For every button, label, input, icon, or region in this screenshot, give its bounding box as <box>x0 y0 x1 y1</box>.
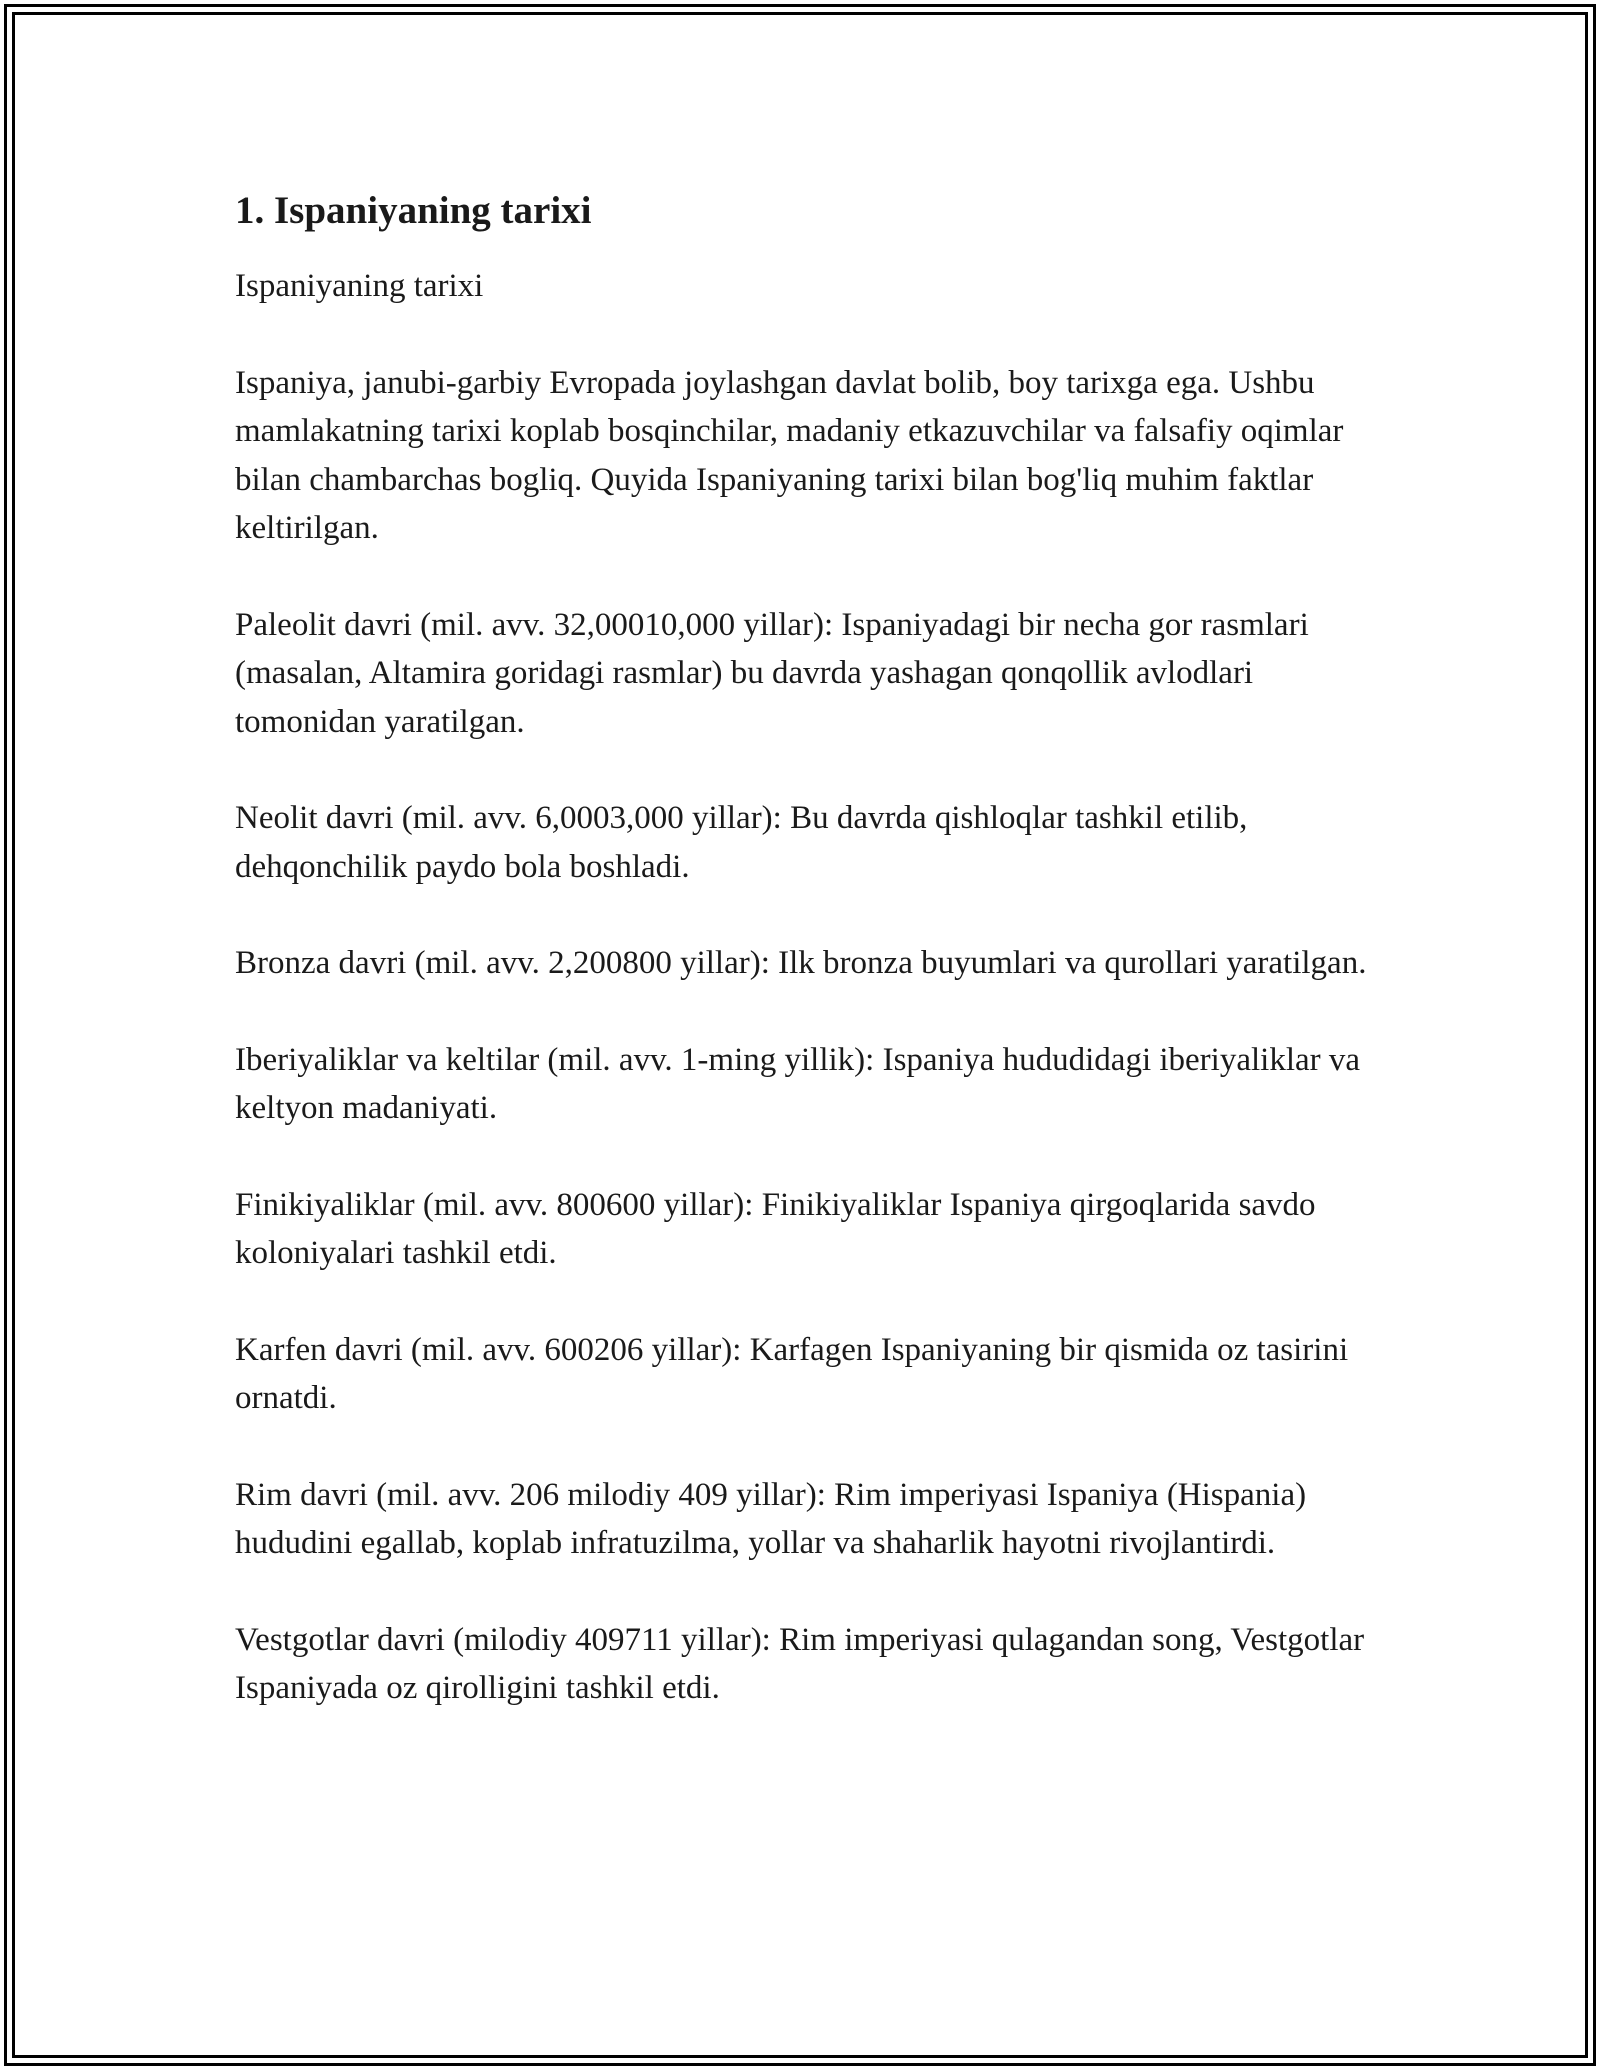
document-page <box>235 186 1385 1761</box>
paragraph-bronza: Bronza davri (mil. avv. 2,200800 yillar): Ilk bronza buyumlari va qurollari yaratilgan. <box>235 945 1367 981</box>
paragraph-rim: Rim davri (mil. avv. 206 milodiy 409 yillar): Rim imperiyasi Ispaniya (Hispania) hududini egallab, koplab infratuzilma, yollar va shaharlik hayotni rivojlantirdi. <box>235 1476 1307 1561</box>
paragraph-neolit: Neolit davri (mil. avv. 6,0003,000 yillar): Bu davrda qishloqlar tashkil etilib, dehqonchilik paydo bola boshladi. <box>235 800 1248 885</box>
paragraph-vestgotlar: Vestgotlar davri (milodiy 409711 yillar): Rim imperiyasi qulagandan song, Vestgotlar Ispaniyada oz qirolligini tashkil etdi. <box>235 1621 1365 1706</box>
paragraph-finikiyaliklar: Finikiyaliklar (mil. avv. 800600 yillar): Finikiyaliklar Ispaniya qirgoqlarida savdo koloniyalari tashkil etdi. <box>235 1186 1316 1271</box>
paragraph-karfen: Karfen davri (mil. avv. 600206 yillar): Karfagen Ispaniyaning bir qismida oz tasirini ornatdi. <box>235 1331 1349 1416</box>
paragraph-paleolit: Paleolit davri (mil. avv. 32,00010,000 yillar): Ispaniyadagi bir necha gor rasmlari (masalan, Altamira goridagi rasmlar) bu davrda yashagan qonqollik avlodlari tomonidan yaratilgan. <box>235 606 1309 740</box>
paragraph-iberiyaliklar: Iberiyaliklar va keltilar (mil. avv. 1-ming yillik): Ispaniya hududidagi iberiyaliklar va keltyon madaniyati. <box>235 1041 1361 1126</box>
paragraph-subtitle: Ispaniyaning tarixi <box>235 268 484 304</box>
paragraph-intro: Ispaniya, janubi-garbiy Evropada joylashgan davlat bolib, boy tarixga ega. Ushbu mamlakatning tarixi koplab bosqinchilar, madaniy etkazuvchilar va falsafiy oqimlar bilan chambarchas bogliq. Quyida Ispaniyaning tarixi bilan bog'liq muhim faktlar keltirilgan. <box>235 364 1344 546</box>
document-heading: 1. Ispaniyaning tarixi <box>235 189 592 232</box>
